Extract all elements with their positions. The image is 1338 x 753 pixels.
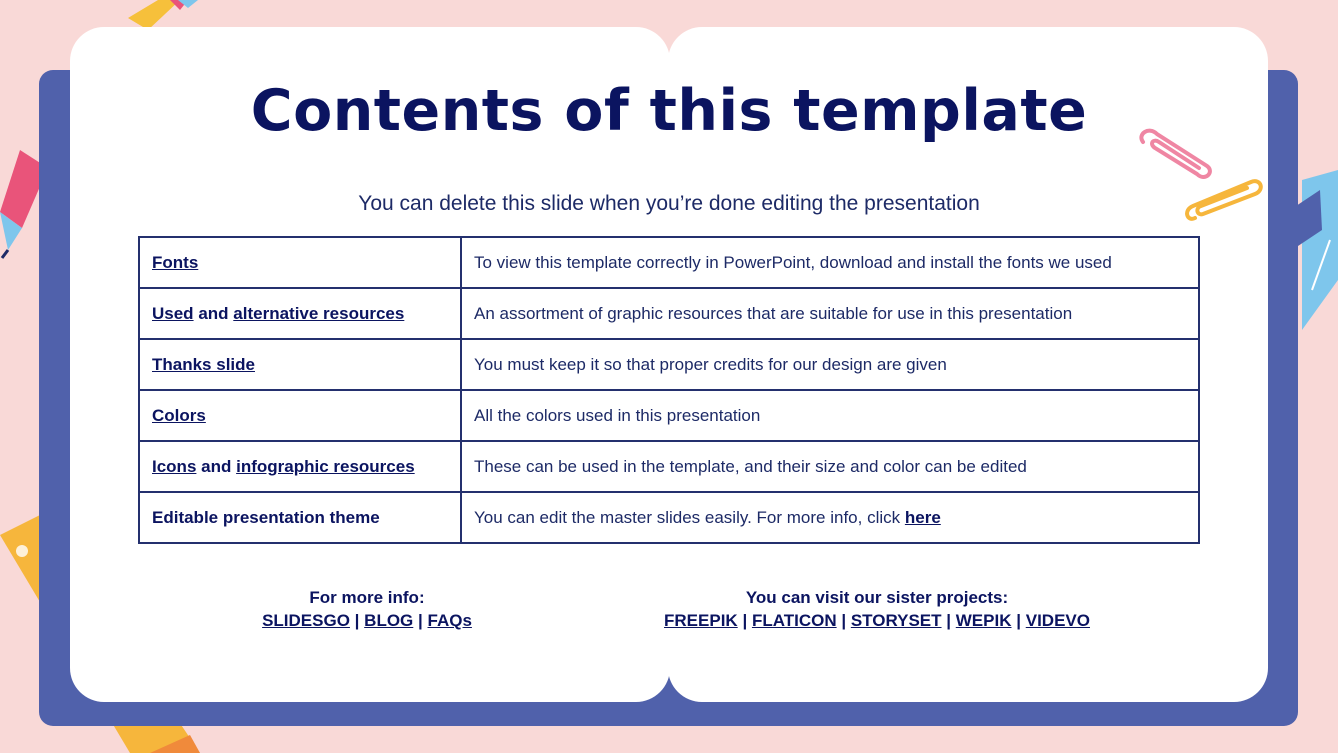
link-wepik[interactable]: WEPIK (955, 611, 1012, 630)
link-separator: | (841, 611, 847, 630)
row-description: An assortment of graphic resources that are suitable for use in this presentation (461, 288, 1199, 339)
row-description: To view this template correctly in PowerPoint, download and install the fonts we used (461, 237, 1199, 288)
link-separator: | (742, 611, 748, 630)
row-label (139, 339, 461, 390)
slide-title: Contents of this template (250, 78, 1088, 144)
footer-more-info (217, 586, 517, 632)
row-description: You must keep it so that proper credits for our design are given (461, 339, 1199, 390)
link-icons[interactable]: Icons (152, 456, 197, 476)
row-label-join: and (201, 456, 232, 476)
table-row (139, 441, 1199, 492)
link-colors[interactable]: Colors (152, 405, 206, 425)
link-separator: | (1016, 611, 1021, 630)
row-label (139, 288, 461, 339)
link-slidesgo[interactable]: SLIDESGO (262, 611, 350, 630)
link-freepik[interactable]: FREEPIK (664, 611, 738, 630)
link-fonts[interactable]: Fonts (152, 252, 199, 272)
link-alternative-resources[interactable]: alternative resources (233, 303, 405, 323)
link-separator: | (946, 611, 952, 630)
row-label (139, 441, 461, 492)
link-used[interactable]: Used (152, 303, 194, 323)
row-description-text: You can edit the master slides easily. For more info, click (474, 507, 901, 527)
row-description (461, 492, 1199, 543)
link-separator: | (354, 611, 360, 630)
link-separator: | (418, 611, 423, 630)
link-faqs[interactable]: FAQs (427, 611, 472, 630)
link-here[interactable]: here (904, 507, 941, 527)
link-videvo[interactable]: VIDEVO (1025, 611, 1090, 630)
slide-subtitle: You can delete this slide when you’re done editing the presentation (358, 192, 980, 215)
table-row (139, 339, 1199, 390)
link-storyset[interactable]: STORYSET (850, 611, 942, 630)
table-row (139, 492, 1199, 543)
footer-heading: For more info: (309, 588, 425, 607)
link-infographic-resources[interactable]: infographic resources (236, 456, 415, 476)
link-blog[interactable]: BLOG (364, 611, 414, 630)
row-label-join: and (198, 303, 229, 323)
row-description: These can be used in the template, and their size and color can be edited (461, 441, 1199, 492)
footer-links (627, 609, 1127, 632)
row-label (139, 237, 461, 288)
link-flaticon[interactable]: FLATICON (751, 611, 837, 630)
table-row (139, 237, 1199, 288)
link-thanks-slide[interactable]: Thanks slide (152, 354, 255, 374)
row-description: All the colors used in this presentation (461, 390, 1199, 441)
row-label: Editable presentation theme (139, 492, 461, 543)
footer-sister-projects (627, 586, 1127, 632)
footer-heading: You can visit our sister projects: (745, 588, 1009, 607)
table-row (139, 288, 1199, 339)
table-row (139, 390, 1199, 441)
footer-links (217, 609, 517, 632)
contents-table (138, 236, 1200, 544)
row-label (139, 390, 461, 441)
